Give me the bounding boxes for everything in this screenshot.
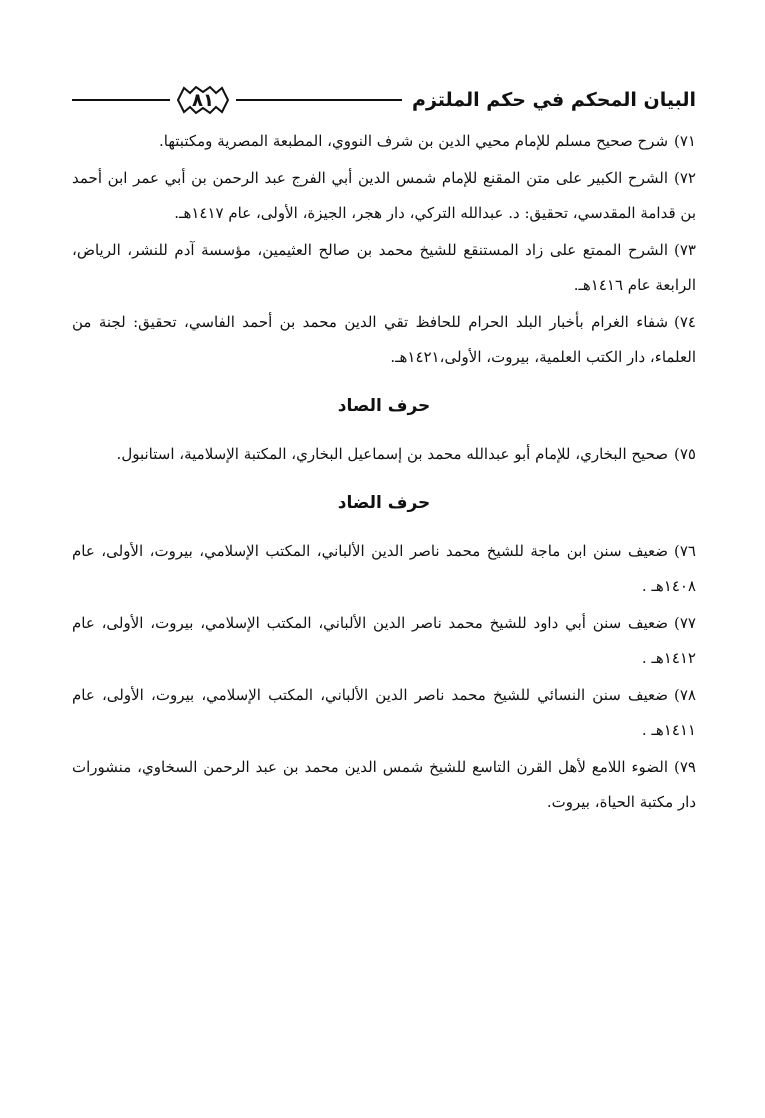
reference-entry bbox=[72, 534, 696, 604]
reference-entry bbox=[72, 124, 696, 159]
reference-entry bbox=[72, 161, 696, 231]
entry-number: ٧٨) bbox=[674, 686, 696, 704]
header-rule-left bbox=[236, 99, 402, 101]
reference-entry bbox=[72, 233, 696, 303]
page-number: ٨١ bbox=[192, 89, 214, 111]
entry-text: ضعيف سنن أبي داود للشيخ محمد ناصر الدين الألباني، المكتب الإسلامي، بيروت، الأولى، عام ١٤١٢هـ . bbox=[72, 614, 696, 667]
entry-number: ٧١) bbox=[674, 132, 696, 150]
entry-number: ٧٣) bbox=[674, 241, 696, 259]
reference-entry bbox=[72, 606, 696, 676]
entry-text: الشرح الكبير على متن المقنع للإمام شمس الدين أبي الفرج عبد الرحمن بن أبي عمر ابن أحمد بن قدامة المقدسي، تحقيق: د. عبدالله التركي، دار هجر، الجيزة، الأولى، عام ١٤١٧هـ. bbox=[72, 169, 696, 222]
section-heading: حرف الصاد bbox=[337, 396, 431, 416]
entry-number: ٧٦) bbox=[674, 542, 696, 560]
entry-number: ٧٧) bbox=[674, 614, 696, 632]
header-rule-right bbox=[72, 99, 170, 101]
reference-entry bbox=[72, 305, 696, 375]
entry-text: الشرح الممتع على زاد المستنقع للشيخ محمد بن صالح العثيمين، مؤسسة آدم للنشر، الرياض، الرابعة عام ١٤١٦هـ. bbox=[72, 241, 696, 294]
entry-number: ٧٥) bbox=[674, 445, 696, 463]
entry-text: صحيح البخاري، للإمام أبو عبدالله محمد بن إسماعيل البخاري، المكتبة الإسلامية، استانبول. bbox=[116, 445, 669, 463]
section-heading: حرف الضاد bbox=[337, 493, 431, 513]
reference-entry bbox=[72, 750, 696, 820]
entry-text: ضعيف سنن النسائي للشيخ محمد ناصر الدين الألباني، المكتب الإسلامي، بيروت، الأولى، عام ١٤١١هـ . bbox=[72, 686, 696, 739]
running-header bbox=[72, 82, 696, 118]
entry-text: ضعيف سنن ابن ماجة للشيخ محمد ناصر الدين الألباني، المكتب الإسلامي، بيروت، الأولى، عام ١٤٠٨هـ . bbox=[72, 542, 696, 595]
entry-number: ٧٩) bbox=[674, 758, 696, 776]
entry-text: الضوء اللامع لأهل القرن التاسع للشيخ شمس الدين محمد بن عبد الرحمن السخاوي، منشورات دار مكتبة الحياة، بيروت. bbox=[72, 758, 696, 811]
references-list bbox=[72, 124, 696, 820]
page-number-badge bbox=[174, 84, 232, 116]
entry-number: ٧٤) bbox=[674, 313, 696, 331]
reference-entry bbox=[72, 437, 696, 472]
entry-number: ٧٢) bbox=[674, 169, 696, 187]
entry-text: شرح صحيح مسلم للإمام محيي الدين بن شرف النووي، المطبعة المصرية ومكتبتها. bbox=[159, 132, 669, 150]
reference-entry bbox=[72, 678, 696, 748]
entry-text: شفاء الغرام بأخبار البلد الحرام للحافظ تقي الدين محمد بن أحمد الفاسي، تحقيق: لجنة من العلماء، دار الكتب العلمية، بيروت، الأولى،١٤٢١هـ. bbox=[72, 313, 696, 366]
book-title: البيان المحكم في حكم الملتزم bbox=[412, 89, 696, 111]
